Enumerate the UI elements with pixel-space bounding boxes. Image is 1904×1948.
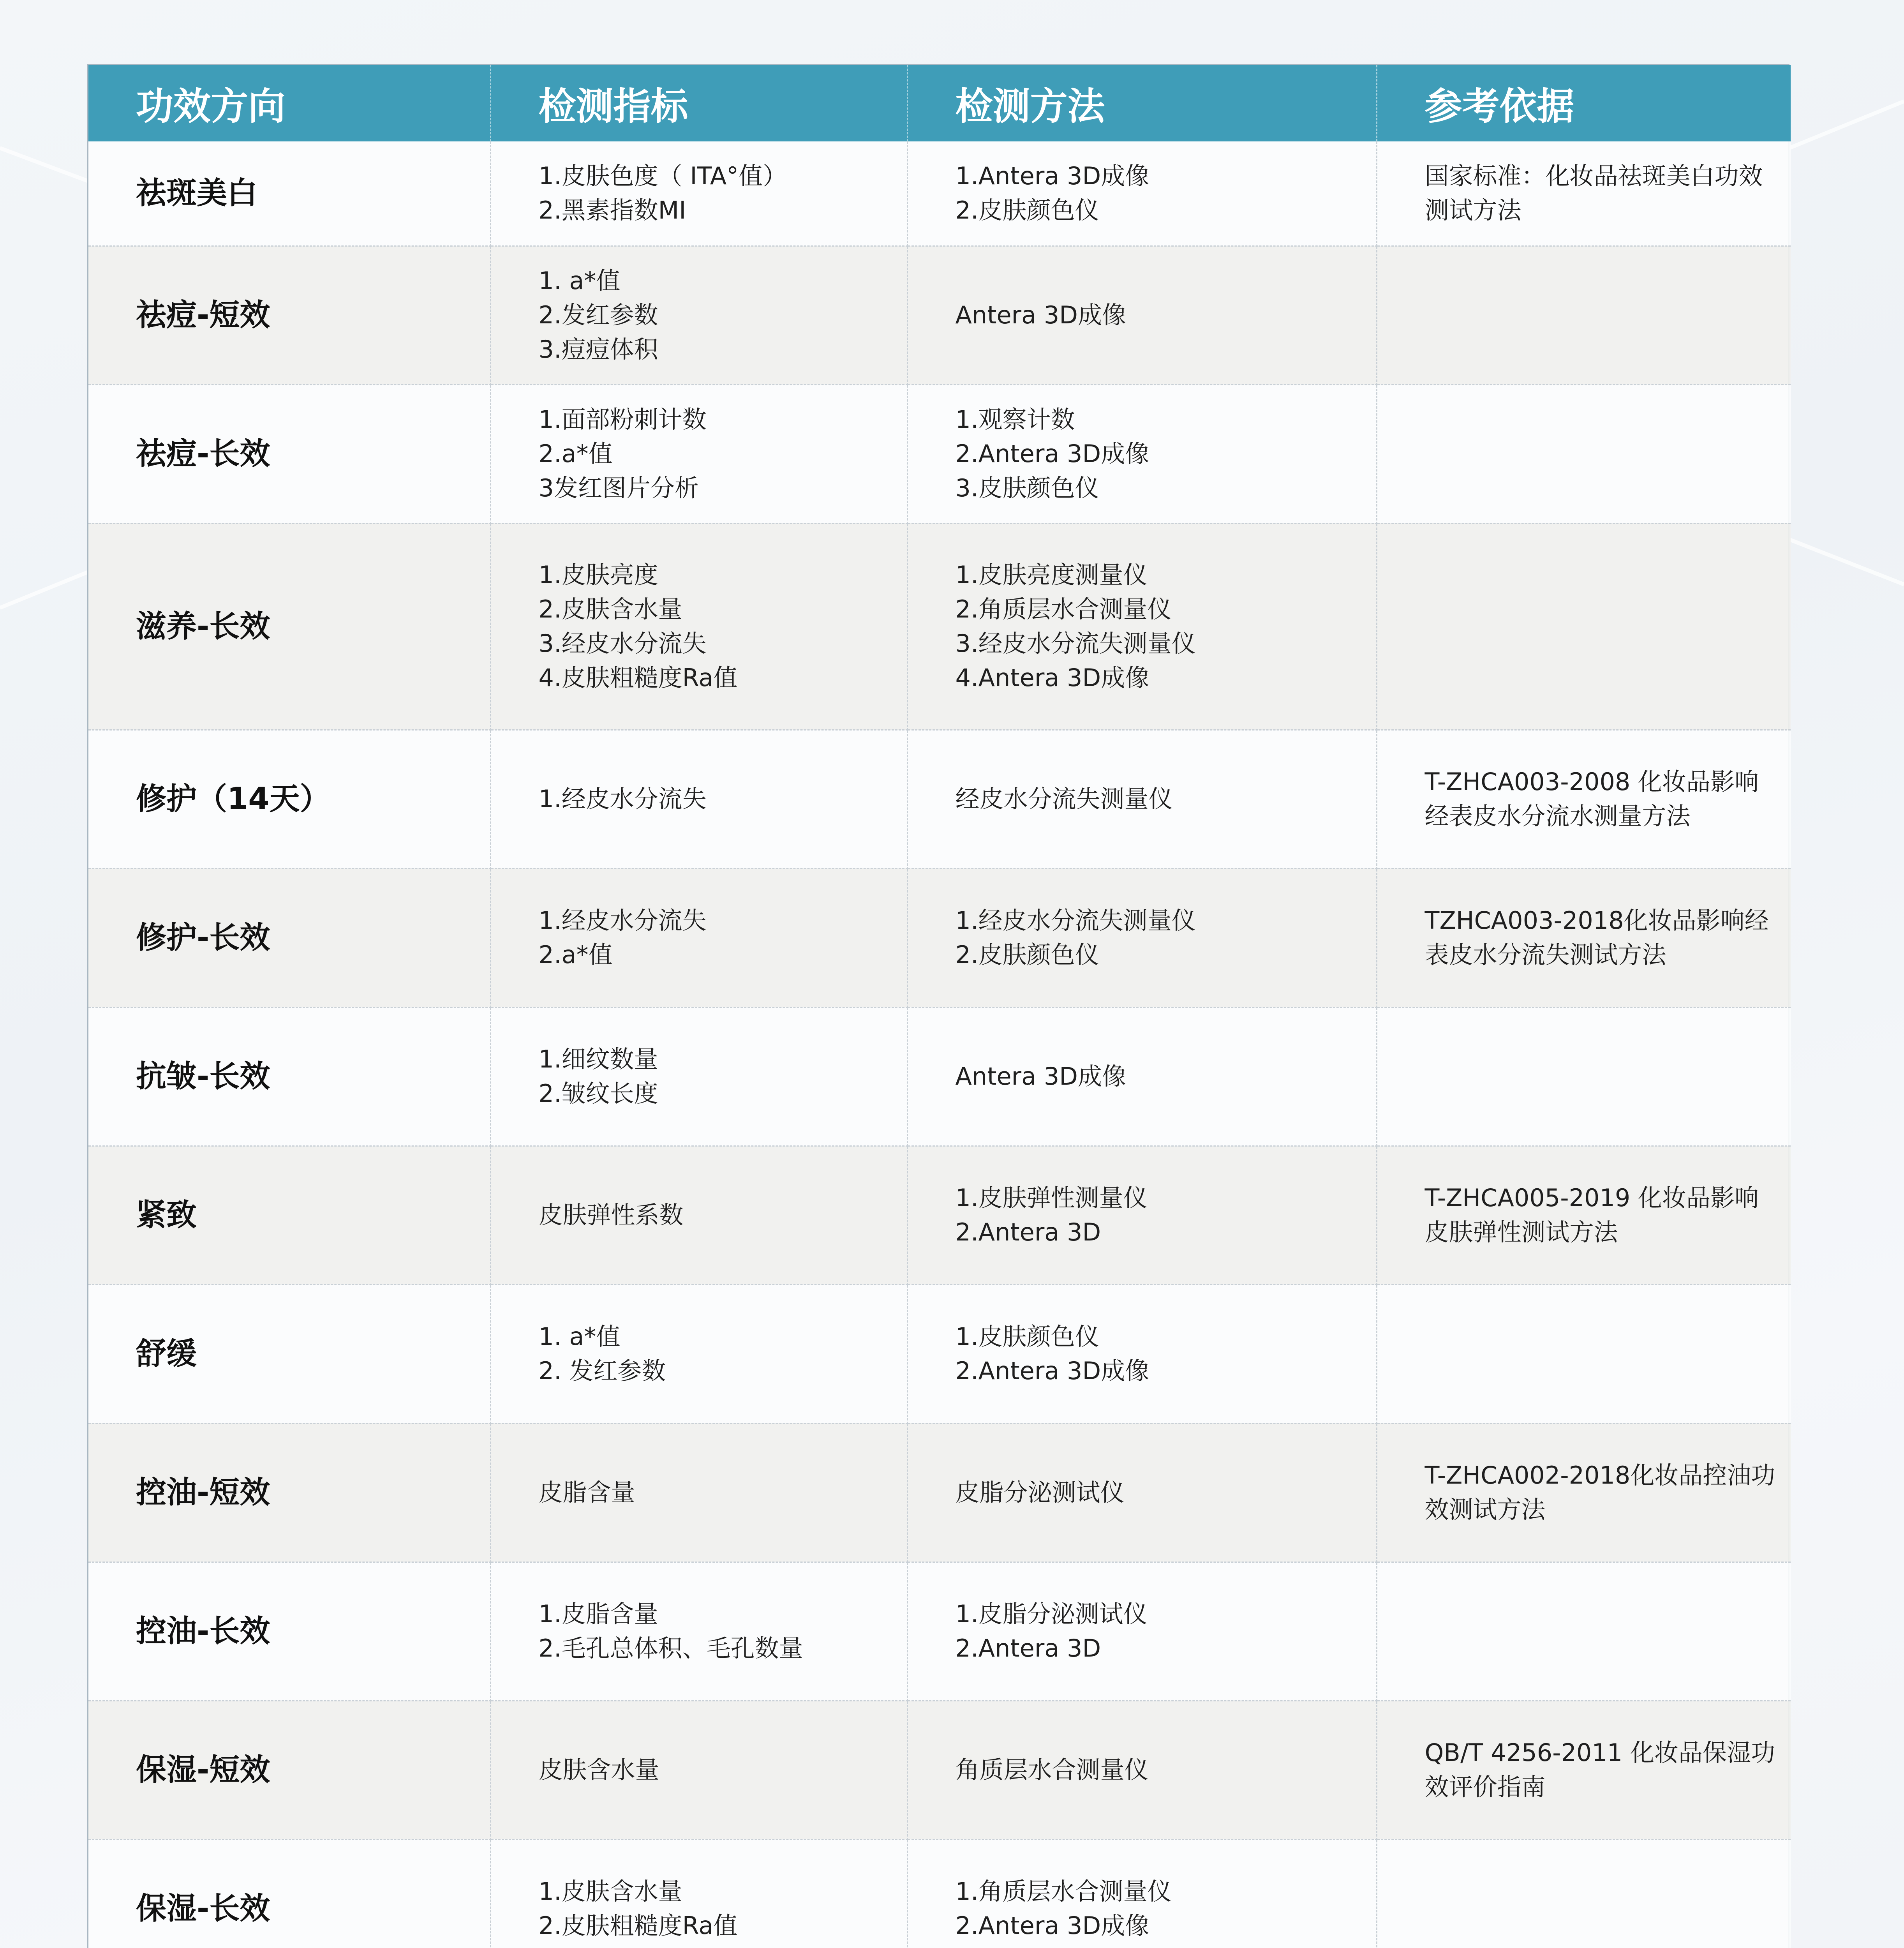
cell-line: 1.观察计数 bbox=[955, 405, 1075, 434]
cell-line: 效评价指南 bbox=[1424, 1773, 1546, 1801]
efficacy-direction-cell: 祛斑美白 bbox=[88, 141, 490, 246]
cell-line: Antera 3D成像 bbox=[955, 301, 1127, 329]
cell-line: 2.皮肤粗糙度Ra值 bbox=[538, 1911, 738, 1940]
cell-line: 1.皮肤弹性测量仪 bbox=[955, 1184, 1148, 1212]
test-method-cell bbox=[907, 1007, 1377, 1146]
test-indicator-cell bbox=[490, 868, 907, 1007]
test-indicator-cell bbox=[490, 1007, 907, 1146]
cell-line: 4.Antera 3D成像 bbox=[955, 663, 1149, 692]
cell-line: 2.毛孔总体积、毛孔数量 bbox=[538, 1634, 803, 1662]
cell-line: TZHCA003-2018化妆品影响经 bbox=[1424, 906, 1769, 935]
cell-line: 皮肤弹性系数 bbox=[538, 1201, 684, 1229]
cell-line: 1. a*值 bbox=[538, 266, 621, 295]
table-row bbox=[88, 1423, 1791, 1562]
cell-line: 皮脂分泌测试仪 bbox=[955, 1478, 1125, 1507]
reference-basis-cell bbox=[1377, 1007, 1791, 1146]
table-row bbox=[88, 1701, 1791, 1839]
efficacy-direction-cell: 控油-长效 bbox=[88, 1562, 490, 1701]
table-row bbox=[88, 1007, 1791, 1146]
efficacy-direction-cell: 保湿-短效 bbox=[88, 1701, 490, 1839]
table-row bbox=[88, 1562, 1791, 1701]
cell-line: 1.细纹数量 bbox=[538, 1045, 658, 1073]
test-indicator-cell bbox=[490, 246, 907, 385]
cell-line: 1.皮脂分泌测试仪 bbox=[955, 1600, 1148, 1628]
reference-basis-cell bbox=[1377, 523, 1791, 730]
table-row bbox=[88, 523, 1791, 730]
table-row bbox=[88, 141, 1791, 246]
efficacy-direction-cell: 祛痘-短效 bbox=[88, 246, 490, 385]
efficacy-direction-cell: 保湿-长效 bbox=[88, 1839, 490, 1948]
cell-line: 皮肤含水量 bbox=[538, 1756, 659, 1784]
cell-line: 3.经皮水分流失测量仪 bbox=[955, 629, 1196, 658]
test-method-cell bbox=[907, 1562, 1377, 1701]
cell-line: 2.皮肤含水量 bbox=[538, 595, 682, 623]
efficacy-direction-cell: 抗皱-长效 bbox=[88, 1007, 490, 1146]
cell-line: 表皮水分流失测试方法 bbox=[1424, 940, 1666, 969]
test-indicator-cell bbox=[490, 1146, 907, 1285]
table-row bbox=[88, 385, 1791, 523]
header-test-indicator: 检测指标 bbox=[490, 65, 907, 141]
test-method-cell bbox=[907, 385, 1377, 523]
efficacy-direction-cell: 修护-长效 bbox=[88, 868, 490, 1007]
cell-line: 2.皱纹长度 bbox=[538, 1079, 658, 1108]
table-row bbox=[88, 730, 1791, 868]
cell-line: 2.Antera 3D成像 bbox=[955, 1911, 1149, 1940]
cell-line: 2.黑素指数MI bbox=[538, 196, 686, 225]
reference-basis-cell bbox=[1377, 1423, 1791, 1562]
test-method-cell bbox=[907, 246, 1377, 385]
cell-line: T-ZHCA005-2019 化妆品影响 bbox=[1424, 1184, 1759, 1212]
cell-line: Antera 3D成像 bbox=[955, 1062, 1127, 1090]
efficacy-table bbox=[88, 65, 1791, 1948]
cell-line: 1.皮脂含量 bbox=[538, 1600, 658, 1628]
test-method-cell bbox=[907, 1285, 1377, 1423]
reference-basis-cell bbox=[1377, 1146, 1791, 1285]
test-indicator-cell bbox=[490, 730, 907, 868]
test-method-cell bbox=[907, 523, 1377, 730]
test-method-cell bbox=[907, 1423, 1377, 1562]
cell-line: 经表皮水分流水测量方法 bbox=[1424, 802, 1691, 830]
test-indicator-cell bbox=[490, 1285, 907, 1423]
efficacy-direction-cell: 祛痘-长效 bbox=[88, 385, 490, 523]
cell-line: 3.痘痘体积 bbox=[538, 335, 658, 363]
test-indicator-cell bbox=[490, 1839, 907, 1948]
efficacy-direction-cell: 修护（14天） bbox=[88, 730, 490, 868]
header-test-method: 检测方法 bbox=[907, 65, 1377, 141]
cell-line: 国家标准：化妆品祛斑美白功效 bbox=[1424, 162, 1763, 191]
cell-line: T-ZHCA002-2018化妆品控油功 bbox=[1424, 1461, 1775, 1489]
cell-line: T-ZHCA003-2008 化妆品影响 bbox=[1424, 768, 1759, 796]
cell-line: 2.角质层水合测量仪 bbox=[955, 595, 1172, 623]
table-row bbox=[88, 1285, 1791, 1423]
efficacy-direction-cell: 滋养-长效 bbox=[88, 523, 490, 730]
reference-basis-cell bbox=[1377, 141, 1791, 246]
cell-line: 1.皮肤颜色仪 bbox=[955, 1322, 1099, 1351]
cell-line: 1.皮肤含水量 bbox=[538, 1877, 682, 1906]
header-reference-basis: 参考依据 bbox=[1377, 65, 1791, 141]
test-indicator-cell bbox=[490, 1423, 907, 1562]
reference-basis-cell bbox=[1377, 385, 1791, 523]
cell-line: 3.经皮水分流失 bbox=[538, 629, 707, 658]
test-indicator-cell bbox=[490, 523, 907, 730]
reference-basis-cell bbox=[1377, 246, 1791, 385]
cell-line: 1.皮肤亮度测量仪 bbox=[955, 561, 1148, 589]
test-method-cell bbox=[907, 730, 1377, 868]
test-indicator-cell bbox=[490, 385, 907, 523]
cell-line: 2.a*值 bbox=[538, 439, 613, 468]
test-method-cell bbox=[907, 1839, 1377, 1948]
table-row bbox=[88, 868, 1791, 1007]
cell-line: 2.Antera 3D bbox=[955, 1218, 1101, 1246]
cell-line: 2.Antera 3D成像 bbox=[955, 439, 1149, 468]
efficacy-direction-cell: 紧致 bbox=[88, 1146, 490, 1285]
cell-line: 2.皮肤颜色仪 bbox=[955, 196, 1099, 225]
cell-line: 效测试方法 bbox=[1424, 1495, 1546, 1524]
cell-line: 2.a*值 bbox=[538, 940, 613, 969]
cell-line: QB/T 4256-2011 化妆品保湿功 bbox=[1424, 1738, 1775, 1767]
reference-basis-cell bbox=[1377, 1701, 1791, 1839]
cell-line: 3.皮肤颜色仪 bbox=[955, 474, 1099, 502]
cell-line: 1.经皮水分流失 bbox=[538, 785, 707, 813]
cell-line: 2.发红参数 bbox=[538, 301, 658, 329]
test-indicator-cell bbox=[490, 1562, 907, 1701]
cell-line: 2.Antera 3D bbox=[955, 1634, 1101, 1662]
table-row bbox=[88, 246, 1791, 385]
cell-line: 1.皮肤色度（ ITA°值） bbox=[538, 162, 787, 191]
cell-line: 1.角质层水合测量仪 bbox=[955, 1877, 1172, 1906]
test-method-cell bbox=[907, 141, 1377, 246]
reference-basis-cell bbox=[1377, 1839, 1791, 1948]
cell-line: 2. 发红参数 bbox=[538, 1357, 666, 1385]
cell-line: 1.面部粉刺计数 bbox=[538, 405, 707, 434]
cell-line: 角质层水合测量仪 bbox=[955, 1756, 1149, 1784]
cell-line: 1. a*值 bbox=[538, 1322, 621, 1351]
cell-line: 皮脂含量 bbox=[538, 1478, 635, 1507]
cell-line: 1.皮肤亮度 bbox=[538, 561, 658, 589]
cell-line: 4.皮肤粗糙度Ra值 bbox=[538, 663, 738, 692]
test-indicator-cell bbox=[490, 1701, 907, 1839]
table-row bbox=[88, 1146, 1791, 1285]
test-method-cell bbox=[907, 1701, 1377, 1839]
cell-line: 2.皮肤颜色仪 bbox=[955, 940, 1099, 969]
cell-line: 测试方法 bbox=[1424, 196, 1521, 225]
cell-line: 2.Antera 3D成像 bbox=[955, 1357, 1149, 1385]
cell-line: 3发红图片分析 bbox=[538, 474, 699, 502]
table-header-row bbox=[88, 65, 1791, 141]
test-method-cell bbox=[907, 868, 1377, 1007]
efficacy-direction-cell: 控油-短效 bbox=[88, 1423, 490, 1562]
cell-line: 经皮水分流失测量仪 bbox=[955, 785, 1173, 813]
reference-basis-cell bbox=[1377, 868, 1791, 1007]
reference-basis-cell bbox=[1377, 1285, 1791, 1423]
reference-basis-cell bbox=[1377, 1562, 1791, 1701]
cell-line: 1.经皮水分流失 bbox=[538, 906, 707, 935]
reference-basis-cell bbox=[1377, 730, 1791, 868]
cell-line: 1.经皮水分流失测量仪 bbox=[955, 906, 1196, 935]
cell-line: 1.Antera 3D成像 bbox=[955, 162, 1149, 191]
efficacy-testing-table bbox=[87, 64, 1789, 1948]
test-method-cell bbox=[907, 1146, 1377, 1285]
table-row bbox=[88, 1839, 1791, 1948]
test-indicator-cell bbox=[490, 141, 907, 246]
efficacy-direction-cell: 舒缓 bbox=[88, 1285, 490, 1423]
header-efficacy-direction: 功效方向 bbox=[88, 65, 490, 141]
cell-line: 皮肤弹性测试方法 bbox=[1424, 1218, 1618, 1246]
